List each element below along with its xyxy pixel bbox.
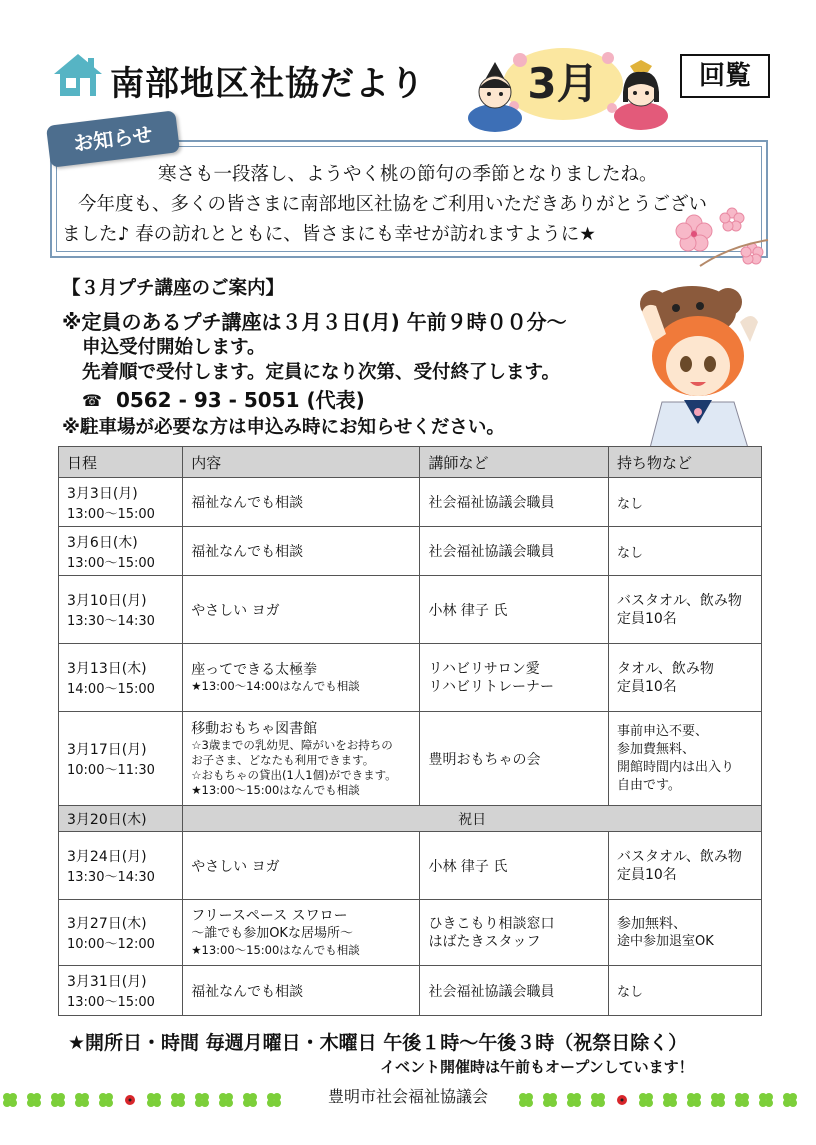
date: 3月10日(月) xyxy=(67,593,147,609)
notice-line: 今年度も、多くの皆さまに南部地区社協をご利用いただきありがとうござい xyxy=(78,194,708,215)
lecturer-cell xyxy=(420,712,609,806)
items: バスタオル、飲み物 xyxy=(616,848,742,865)
items: 途中参加退室OK xyxy=(616,933,714,949)
holiday-cell xyxy=(183,806,762,832)
table-row xyxy=(59,832,762,900)
holiday-label: 祝日 xyxy=(458,811,487,828)
table-row xyxy=(59,644,762,712)
kairan-label: 回覧 xyxy=(680,54,770,98)
lecturer-cell xyxy=(420,644,609,712)
content: 座ってできる太極拳 xyxy=(191,662,318,678)
date-cell xyxy=(59,644,183,712)
content-cell xyxy=(183,644,420,712)
content: やさしい ヨガ xyxy=(191,602,280,619)
date-cell xyxy=(59,966,183,1016)
items-cell xyxy=(608,527,761,576)
items: 参加無料、 xyxy=(616,915,687,932)
content-note: ☆3歳までの乳幼児、障がいをお持ちの xyxy=(191,737,393,752)
table-row xyxy=(59,527,762,576)
time: 14:00～15:00 xyxy=(67,682,155,697)
items: 参加費無料、 xyxy=(616,741,695,757)
lecturer: ひきこもり相談窓口 xyxy=(428,915,555,932)
date: 3月27日(木) xyxy=(67,916,147,932)
time: 13:00～15:00 xyxy=(67,506,155,522)
lecture-line: ※駐車場が必要な方は申込み時にお知らせください。 xyxy=(62,417,505,438)
opening-hours: ★開所日・時間 毎週月曜日・木曜日 午後１時～午後３時（祝祭日除く） xyxy=(68,1032,688,1054)
table-row xyxy=(59,478,762,527)
column-header: 内容 xyxy=(183,447,420,478)
lecturer: リハビリサロン愛 xyxy=(428,660,540,677)
girl-illustration xyxy=(632,282,762,448)
organization-name: 豊明市社会福祉協議会 xyxy=(327,1087,488,1106)
lecturer-cell xyxy=(420,832,609,900)
time: 13:00～15:00 xyxy=(67,555,155,571)
items-cell xyxy=(608,900,761,966)
items: 事前申込不要、 xyxy=(616,723,708,739)
table-row xyxy=(59,966,762,1016)
date-cell xyxy=(59,712,183,806)
date-cell xyxy=(59,527,183,576)
date-cell xyxy=(59,832,183,900)
items: なし xyxy=(616,985,643,1000)
lecture-heading: 【３月プチ講座のご案内】 xyxy=(62,278,285,299)
items: バスタオル、飲み物 xyxy=(616,592,742,609)
column-header: 講師など xyxy=(420,447,609,478)
content-note: ★13:00～15:00はなんでも相談 xyxy=(191,943,360,957)
items: タオル、飲み物 xyxy=(616,660,714,677)
date: 3月20日(木) xyxy=(67,811,147,828)
lecturer: 社会福祉協議会職員 xyxy=(428,495,555,511)
page-title: 南部地区社協だより xyxy=(110,64,425,104)
items-cell xyxy=(608,644,761,712)
table-row xyxy=(59,900,762,966)
date: 3月24日(月) xyxy=(67,849,147,865)
table-row xyxy=(59,576,762,644)
content-cell xyxy=(183,478,420,527)
date: 3月13日(木) xyxy=(67,661,147,677)
content-note: ★13:00～14:00はなんでも相談 xyxy=(191,679,360,693)
date-cell xyxy=(59,478,183,527)
content: 福祉なんでも相談 xyxy=(191,495,304,511)
lecturer: 豊明おもちゃの会 xyxy=(428,751,541,768)
time: 10:00～12:00 xyxy=(67,937,155,952)
date: 3月17日(月) xyxy=(67,742,147,758)
header xyxy=(0,0,816,130)
content-cell xyxy=(183,576,420,644)
content-cell xyxy=(183,966,420,1016)
hina-doll-right-icon xyxy=(612,58,670,130)
items: なし xyxy=(616,496,643,512)
date: 3月31日(月) xyxy=(67,974,147,990)
lecturer: 社会福祉協議会職員 xyxy=(428,544,555,560)
time: 13:30～14:30 xyxy=(67,870,155,885)
column-header: 日程 xyxy=(59,447,183,478)
lecturer-cell xyxy=(420,478,609,527)
date: 3月6日(木) xyxy=(67,534,138,551)
lecture-line: ※定員のあるプチ講座は３月３日(月) 午前９時００分～ xyxy=(62,310,567,334)
items: 定員10名 xyxy=(616,866,677,883)
content: フリースペース スワロー xyxy=(191,908,348,924)
house-icon xyxy=(52,52,104,98)
date-cell xyxy=(59,576,183,644)
month-label: 3月 xyxy=(527,59,599,108)
content-cell xyxy=(183,712,420,806)
items-cell xyxy=(608,478,761,527)
notice-line: ました♪ 春の訪れとともに、皆さまにも幸せが訪れますように★ xyxy=(62,224,596,245)
lecturer-cell xyxy=(420,900,609,966)
lecturer-cell xyxy=(420,527,609,576)
phone-line xyxy=(82,384,365,413)
lecture-line: 申込受付開始します。 xyxy=(82,337,266,358)
table-header-row xyxy=(59,447,762,478)
lecture-line: 先着順で受付します。定員になり次第、受付終了します。 xyxy=(82,362,561,383)
column-header: 持ち物など xyxy=(608,447,761,478)
items-cell xyxy=(608,576,761,644)
content-cell xyxy=(183,900,420,966)
phone-icon: ☎ xyxy=(82,391,102,410)
hina-doll-left-icon xyxy=(466,60,524,132)
items: 定員10名 xyxy=(616,678,677,695)
cherry-blossom-icon xyxy=(660,196,770,286)
items: 定員10名 xyxy=(616,610,677,627)
content: 福祉なんでも相談 xyxy=(191,983,304,1000)
notice-line: 寒さも一段落し、ようやく桃の節句の季節となりましたね。 xyxy=(158,164,658,185)
items: 自由です。 xyxy=(616,777,681,793)
notice-tag: お知らせ xyxy=(46,110,180,168)
lecturer: リハビリトレーナー xyxy=(428,678,555,695)
time: 13:00～15:00 xyxy=(67,995,155,1010)
holiday-row xyxy=(59,806,762,832)
content: 福祉なんでも相談 xyxy=(191,544,304,560)
lecturer: 小林 律子 氏 xyxy=(428,602,508,619)
content: 移動おもちゃ図書館 xyxy=(191,720,318,737)
time: 13:30～14:30 xyxy=(67,614,155,629)
content-cell xyxy=(183,527,420,576)
lecturer: 小林 律子 氏 xyxy=(428,858,508,875)
date: 3月3日(月) xyxy=(67,485,138,502)
content-note: ～誰でも参加OKな居場所～ xyxy=(191,926,353,941)
lecturer-cell xyxy=(420,966,609,1016)
items: なし xyxy=(616,545,643,561)
clover-border-right-icon xyxy=(516,1088,816,1112)
items-cell xyxy=(608,712,761,806)
table-row xyxy=(59,712,762,806)
lecturer: 社会福祉協議会職員 xyxy=(428,983,555,1000)
items: 開館時間内は出入り xyxy=(616,759,734,775)
items-cell xyxy=(608,832,761,900)
date-cell xyxy=(59,806,183,832)
time: 10:00～11:30 xyxy=(67,763,155,778)
content-note: ☆おもちゃの貸出(1人1個)ができます。 xyxy=(191,767,397,782)
lecturer: はばたきスタッフ xyxy=(428,933,541,950)
date-cell xyxy=(59,900,183,966)
schedule-table xyxy=(58,446,762,1016)
content-note: お子さま、どなたも利用できます。 xyxy=(191,752,375,767)
content-cell xyxy=(183,832,420,900)
event-note: イベント開催時は午前もオープンしています！ xyxy=(380,1058,694,1076)
content-note: ★13:00～15:00はなんでも相談 xyxy=(191,782,360,797)
notice-text xyxy=(62,160,762,250)
items-cell xyxy=(608,966,761,1016)
phone-number: 0562 - 93 - 5051 (代表) xyxy=(115,388,365,412)
content: やさしい ヨガ xyxy=(191,858,280,875)
lecturer-cell xyxy=(420,576,609,644)
